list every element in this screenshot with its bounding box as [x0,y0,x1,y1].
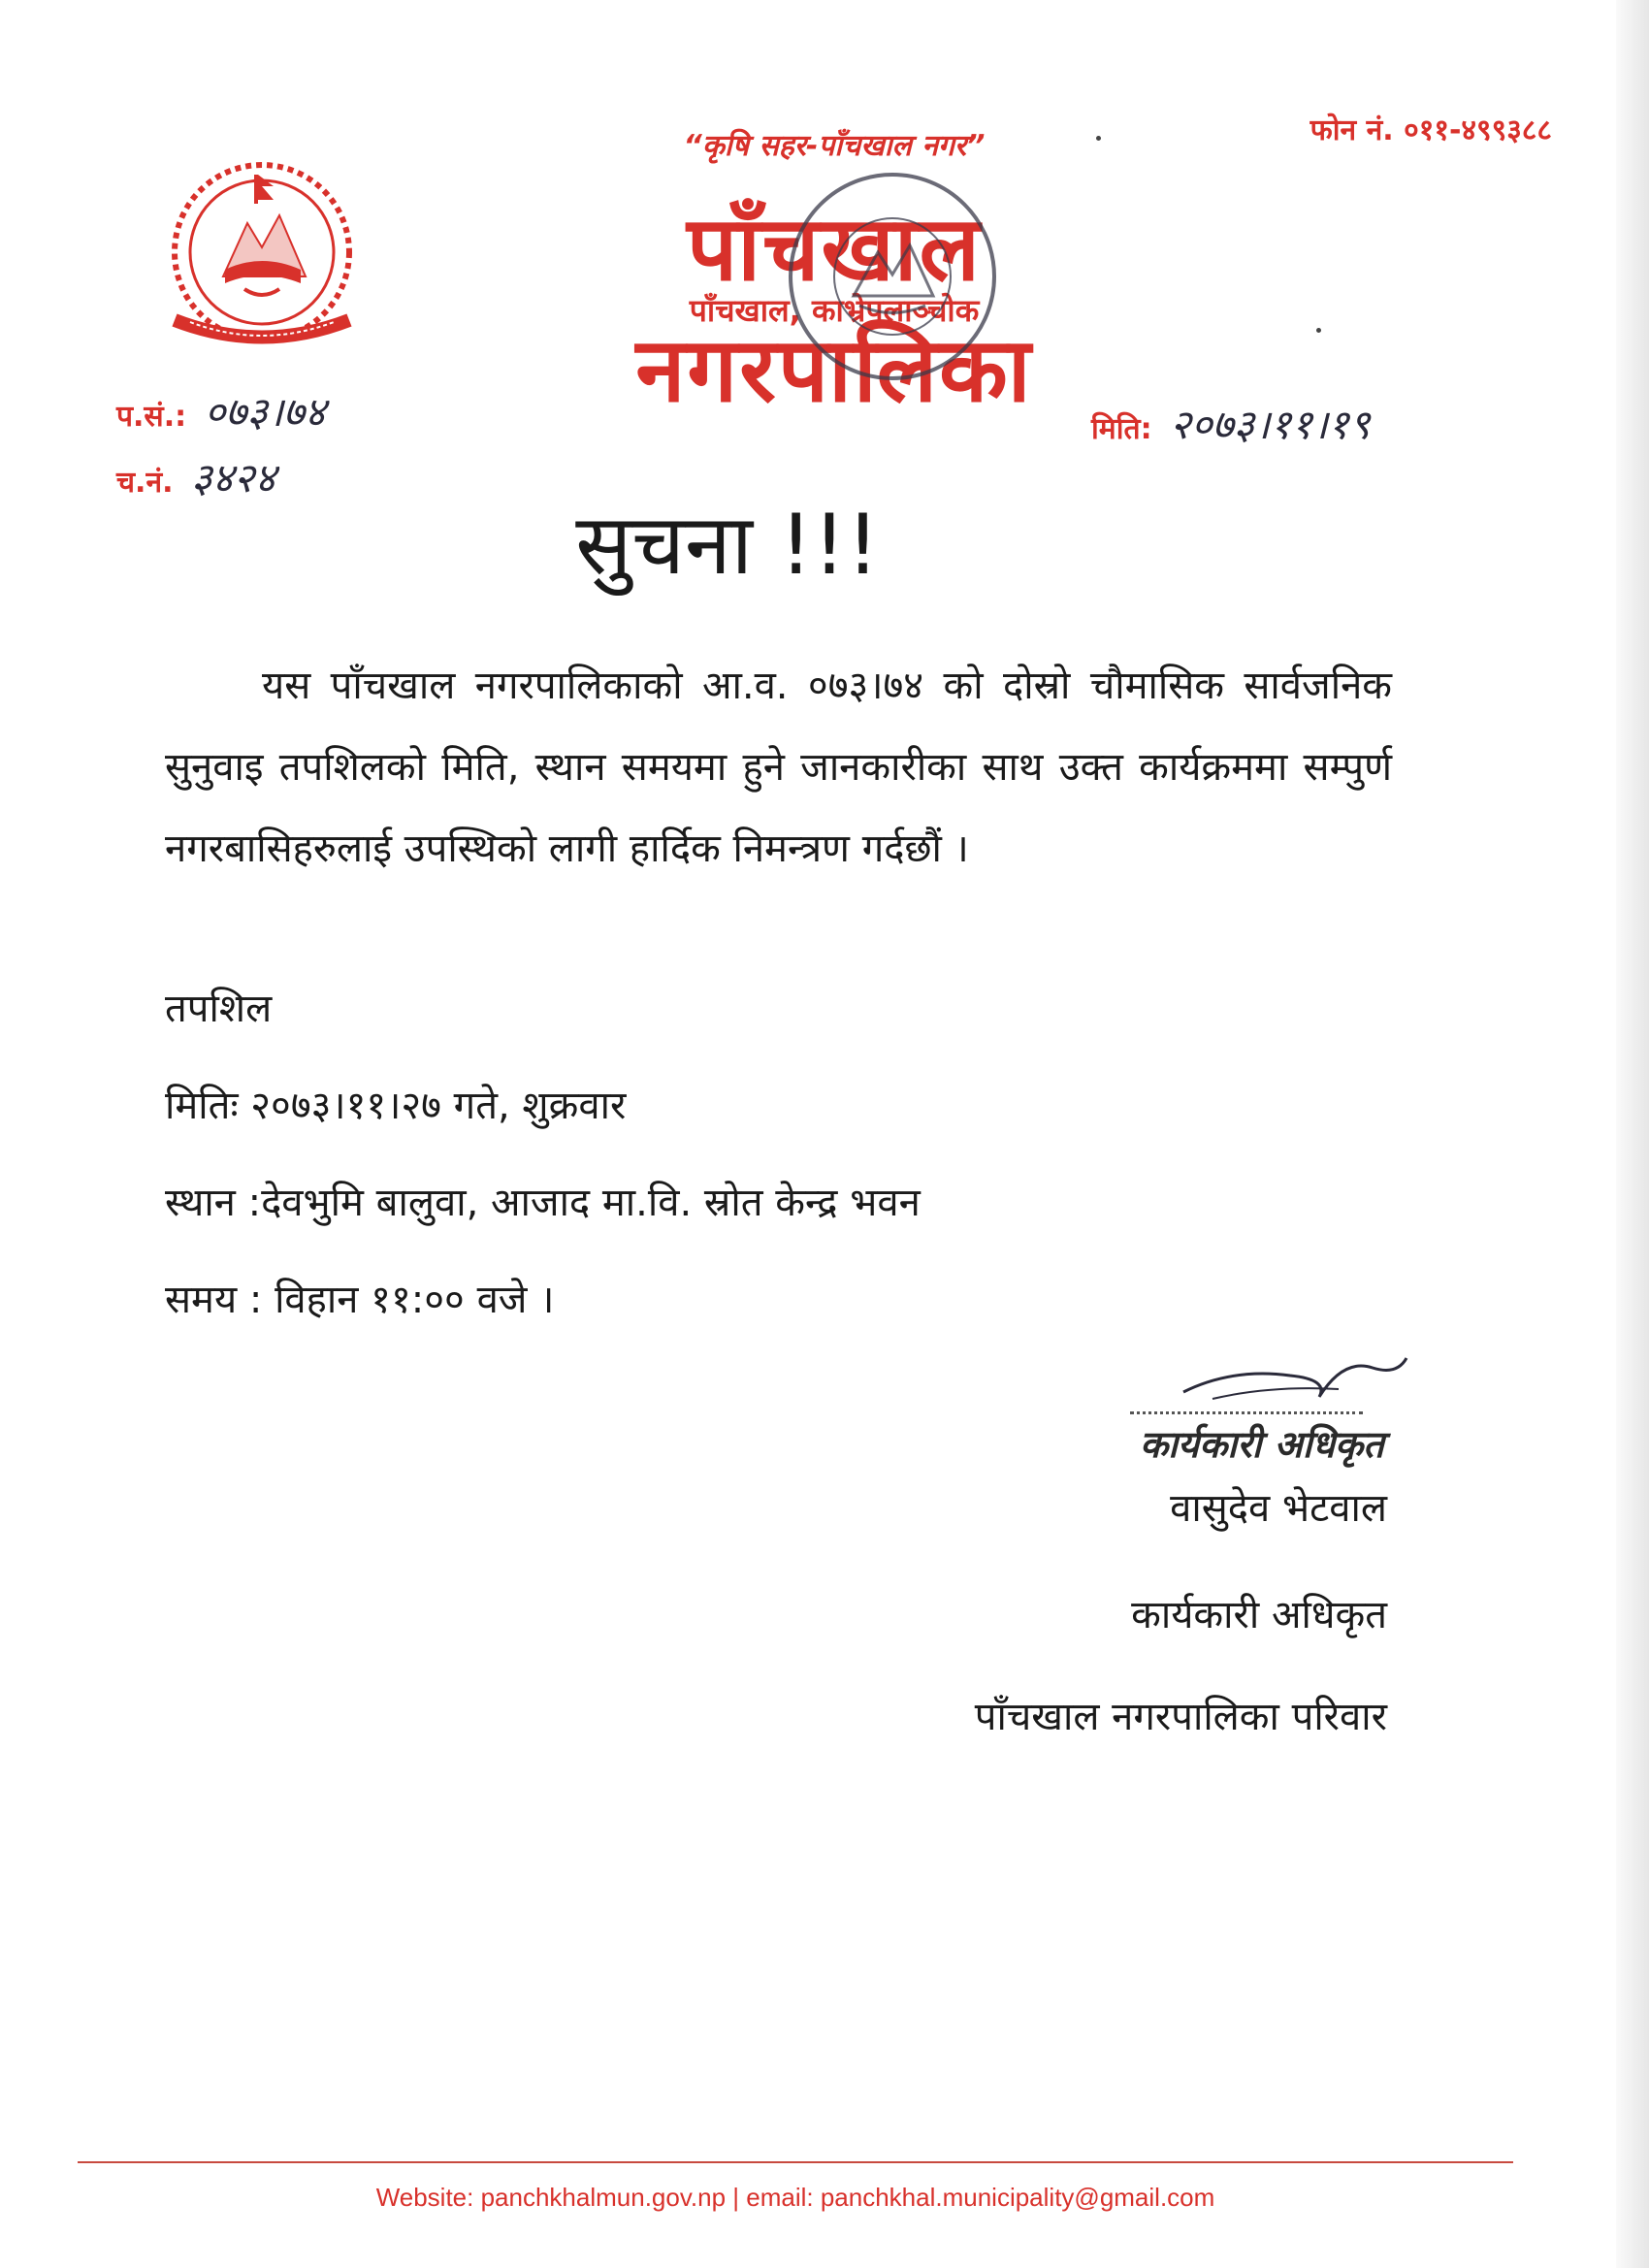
event-venue: स्थान :देवभुमि बालुवा, आजाद मा.वि. स्रोत केन्द्र भवन [165,1181,921,1225]
reference-number-row [116,383,326,438]
notice-title: सुचना !!! [575,497,880,594]
phone-number: फोन नं. ०११-४९९३८८ [1310,113,1552,147]
cha-na-value: ३४२४ [190,454,276,502]
signatory-office: पाँचखाल नगरपालिका परिवार [974,1695,1387,1739]
scan-edge-shadow [1616,0,1649,2268]
footer-contact: Website: panchkhalmun.gov.np | email: panchkhal.municipality@gmail.com [375,2183,1215,2212]
pa-san-label: प.सं.: [116,400,187,434]
event-time: समय : विहान ११:०० वजे । [165,1278,555,1322]
pa-san-value: ०७३।७४ [204,388,326,436]
signature-dotted-line [1130,1411,1363,1414]
miti-value: २०७३।११।१९ [1170,401,1371,448]
nepal-emblem-icon [155,155,369,359]
scan-speck [1096,136,1101,141]
footer-divider [78,2161,1513,2163]
designation-stamp: कार्यकारी अधिकृत [1140,1423,1384,1466]
miti-label: मिति: [1091,412,1152,446]
letter-date-row [1091,396,1371,451]
signatory-post: कार्यकारी अधिकृत [1131,1593,1387,1637]
municipality-slogan: “कृषि सहर-पाँचखाल नगर” [683,129,986,163]
details-heading: तपशिल [165,987,273,1031]
handwritten-signature [1174,1339,1416,1416]
signatory-name: वासुदेव भेटवाल [1170,1486,1387,1531]
office-seal-stamp [766,160,1018,398]
notice-paragraph: यस पाँचखाल नगरपालिकाको आ.व. ०७३।७४ को दोस्रो चौमासिक सार्वजनिक सुनुवाइ तपशिलको मिति, स्थान समयमा हुने जानकारीका साथ उक्त कार्यक्रममा सम्पुर्ण नगरबासिहरुलाई उपस्थिको लागी हार्दिक निमन्त्रण गर्दछौं । [165,664,1392,871]
cha-na-label: च.नं. [116,466,174,500]
scan-speck [1316,328,1321,333]
municipality-name: पाँचखाल नगरपालिका [635,197,1033,422]
event-date: मितिः २०७३।११।२७ गते, शुक्रवार [165,1084,627,1128]
municipality-address: पाँचखाल, काभ्रेपलाञ्चोक [689,292,980,329]
